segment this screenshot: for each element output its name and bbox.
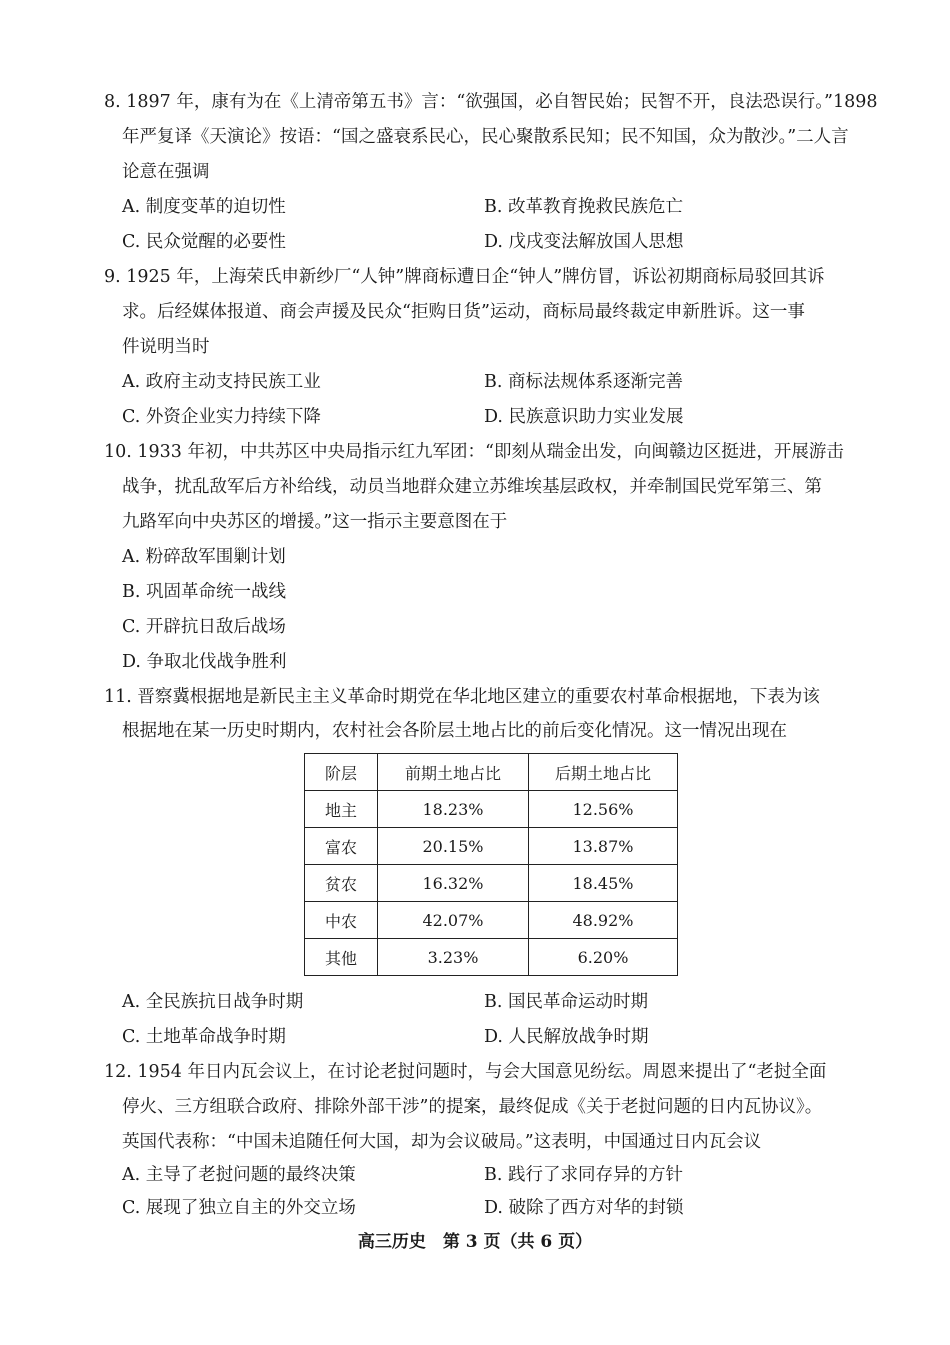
q10-stem-line-1: 10. 1933 年初，中共苏区中央局指示红九军团：“即刻从瑞金出发，向闽赣边区挺进，开展游击 <box>104 442 844 462</box>
q12-option-b: B. 践行了求同存异的方针 <box>484 1165 683 1185</box>
q11-stem-line-1: 11. 晋察冀根据地是新民主主义革命时期党在华北地区建立的重要农村革命根据地，下表为该 <box>104 687 820 707</box>
table-row <box>305 865 678 902</box>
row-after: 6.20% <box>529 939 678 976</box>
table-row <box>305 939 678 976</box>
q11-option-a: A. 全民族抗日战争时期 <box>122 992 304 1012</box>
q12-stem-line-1: 12. 1954 年日内瓦会议上，在讨论老挝问题时，与会大国意见纷纭。周恩来提出了“老挝全面 <box>104 1062 827 1082</box>
q9-option-d: D. 民族意识助力实业发展 <box>484 407 684 427</box>
q11-option-d: D. 人民解放战争时期 <box>484 1027 649 1047</box>
row-before: 3.23% <box>378 939 529 976</box>
q10-stem-line-3: 九路军向中央苏区的增援。”这一指示主要意图在于 <box>122 512 508 532</box>
q9-stem-line-2: 求。后经媒体报道、商会声援及民众“拒购日货”运动，商标局最终裁定申新胜诉。这一事 <box>122 302 805 322</box>
q12-option-c: C. 展现了独立自主的外交立场 <box>122 1198 356 1218</box>
land-share-table <box>304 753 678 976</box>
row-after: 12.56% <box>529 791 678 828</box>
page-footer: 高三历史 第 3 页（共 6 页） <box>357 1232 593 1252</box>
q10-option-b: B. 巩固革命统一战线 <box>122 582 286 602</box>
q9-option-b: B. 商标法规体系逐渐完善 <box>484 372 683 392</box>
q12-stem-line-2: 停火、三方组联合政府、排除外部干涉”的提案，最终促成《关于老挝问题的日内瓦协议》。 <box>122 1097 823 1117</box>
q11-option-b: B. 国民革命运动时期 <box>484 992 648 1012</box>
q9-stem-line-1: 9. 1925 年，上海荣氏申新纱厂“人钟”牌商标遭日企“钟人”牌仿冒，诉讼初期商标局驳回其诉 <box>104 267 825 287</box>
q12-stem-line-3: 英国代表称：“中国未追随任何大国，却为会议破局。”这表明，中国通过日内瓦会议 <box>122 1132 762 1152</box>
q8-option-d: D. 戊戌变法解放国人思想 <box>484 232 684 252</box>
header-before: 前期土地占比 <box>378 754 529 791</box>
row-before: 16.32% <box>378 865 529 902</box>
q10-option-c: C. 开辟抗日敌后战场 <box>122 617 286 637</box>
table-row <box>305 791 678 828</box>
q12-option-a: A. 主导了老挝问题的最终决策 <box>122 1165 356 1185</box>
q11-stem-line-2: 根据地在某一历史时期内，农村社会各阶层土地占比的前后变化情况。这一情况出现在 <box>122 721 787 741</box>
row-before: 18.23% <box>378 791 529 828</box>
row-class: 富农 <box>305 828 378 865</box>
q9-option-a: A. 政府主动支持民族工业 <box>122 372 321 392</box>
q8-option-a: A. 制度变革的迫切性 <box>122 197 286 217</box>
row-before: 42.07% <box>378 902 529 939</box>
q8-stem-line-2: 年严复译《天演论》按语：“国之盛衰系民心，民心聚散系民知；民不知国，众为散沙。”二人言 <box>122 127 849 147</box>
row-class: 贫农 <box>305 865 378 902</box>
header-after: 后期土地占比 <box>529 754 678 791</box>
q9-stem-line-3: 件说明当时 <box>122 337 210 357</box>
row-after: 13.87% <box>529 828 678 865</box>
table-row <box>305 828 678 865</box>
q10-option-d: D. 争取北伐战争胜利 <box>122 652 287 672</box>
q10-stem-line-2: 战争，扰乱敌军后方补给线，动员当地群众建立苏维埃基层政权，并牵制国民党军第三、第 <box>122 477 822 497</box>
q12-option-d: D. 破除了西方对华的封锁 <box>484 1198 684 1218</box>
q10-option-a: A. 粉碎敌军围剿计划 <box>122 547 286 567</box>
row-class: 地主 <box>305 791 378 828</box>
q8-stem-line-3: 论意在强调 <box>122 162 210 182</box>
row-before: 20.15% <box>378 828 529 865</box>
q8-option-b: B. 改革教育挽救民族危亡 <box>484 197 683 217</box>
q9-option-c: C. 外资企业实力持续下降 <box>122 407 321 427</box>
header-class: 阶层 <box>305 754 378 791</box>
row-class: 中农 <box>305 902 378 939</box>
row-after: 48.92% <box>529 902 678 939</box>
table-header-row <box>305 754 678 791</box>
q8-stem-line-1: 8. 1897 年，康有为在《上清帝第五书》言：“欲强国，必自智民始；民智不开，良法恐误行。”1898 <box>104 92 878 112</box>
row-after: 18.45% <box>529 865 678 902</box>
q8-option-c: C. 民众觉醒的必要性 <box>122 232 286 252</box>
q11-option-c: C. 土地革命战争时期 <box>122 1027 286 1047</box>
table-row <box>305 902 678 939</box>
row-class: 其他 <box>305 939 378 976</box>
